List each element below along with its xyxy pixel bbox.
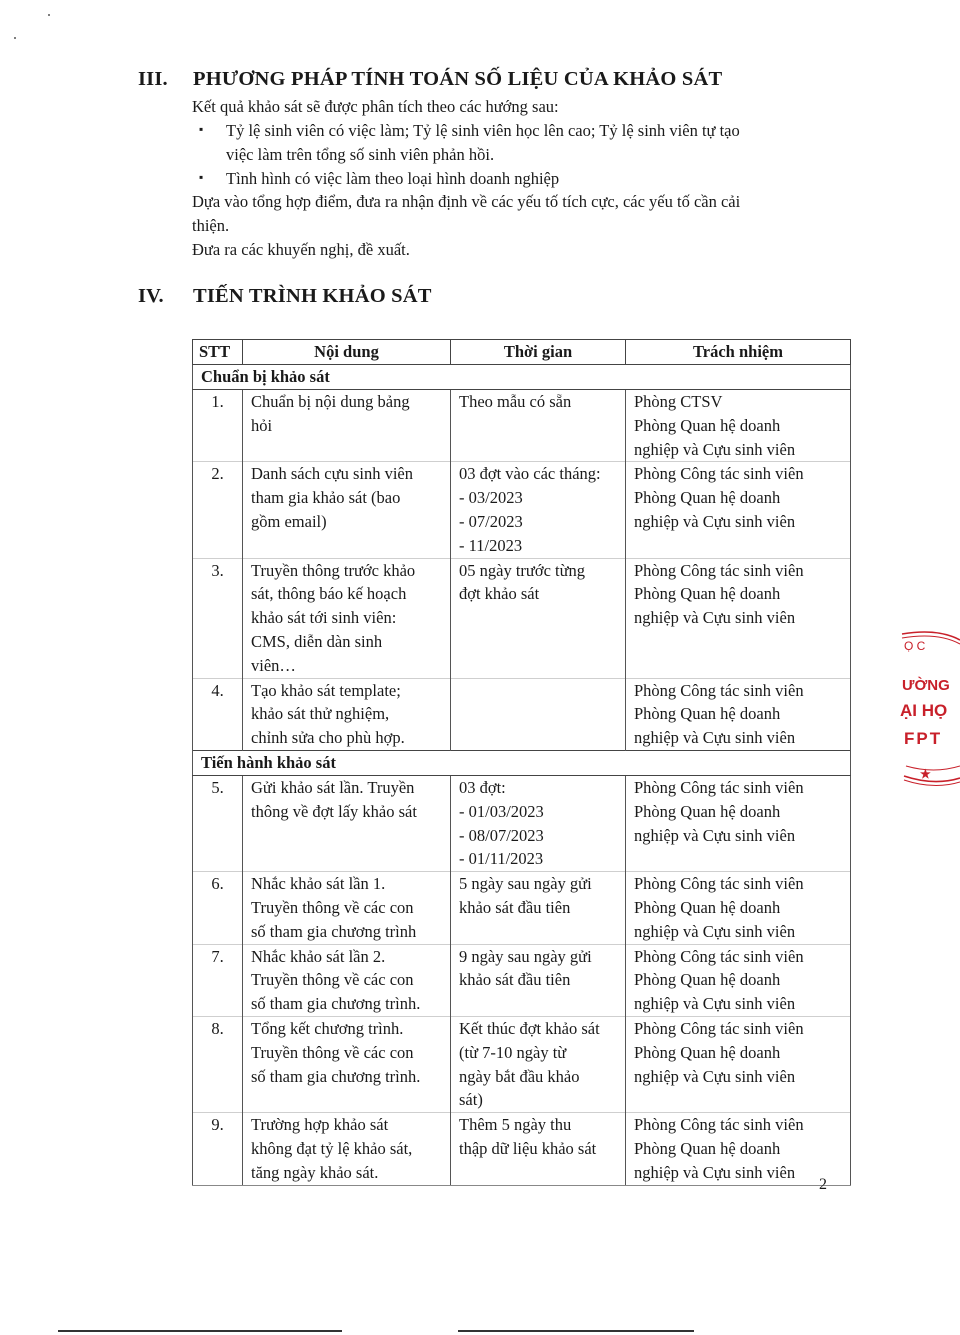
section-3-intro: Kết quả khảo sát sẽ được phân tích theo các hướng sau:	[192, 97, 559, 116]
row-stt: 5.	[193, 775, 243, 871]
row-content-line: chỉnh sửa cho phù hợp.	[251, 728, 405, 748]
row-time-line: đợt khảo sát	[459, 584, 540, 604]
section-4-title: TIẾN TRÌNH KHẢO SÁT	[193, 285, 432, 307]
row-responsibility-line: nghiệp và Cựu sinh viên	[634, 1066, 796, 1086]
row-time	[451, 944, 626, 1016]
row-stt: 1.	[193, 390, 243, 462]
row-content-line: số tham gia chương trình	[251, 921, 417, 941]
row-responsibility	[626, 872, 851, 944]
row-responsibility-line: Phòng Quan hệ doanh	[634, 970, 781, 990]
row-content	[243, 1016, 451, 1112]
row-content	[243, 390, 451, 462]
row-time-line: khảo sát đầu tiên	[459, 970, 571, 990]
row-time-line: 03 đợt:	[459, 777, 506, 797]
row-time	[451, 1016, 626, 1112]
row-responsibility-line: nghiệp và Cựu sinh viên	[634, 728, 796, 748]
row-responsibility-line: nghiệp và Cựu sinh viên	[634, 825, 796, 845]
row-stt: 9.	[193, 1113, 243, 1185]
row-time-line: - 01/11/2023	[459, 849, 544, 869]
row-responsibility	[626, 944, 851, 1016]
row-time	[451, 872, 626, 944]
row-content-line: Truyền thông về các con	[251, 970, 414, 990]
row-stt: 3.	[193, 558, 243, 678]
row-responsibility-line: nghiệp và Cựu sinh viên	[634, 1162, 796, 1182]
survey-process-table	[192, 339, 851, 1186]
row-content-line: hỏi	[251, 415, 273, 435]
header-time: Thời gian	[451, 340, 626, 365]
bullet-1-line-1: Tỷ lệ sinh viên có việc làm; Tỷ lệ sinh viên học lên cao; Tỷ lệ sinh viên tự tạo	[226, 121, 740, 140]
table-body	[193, 365, 851, 1186]
row-responsibility-line: Phòng Công tác sinh viên	[634, 1115, 804, 1135]
table-header-row	[193, 340, 851, 365]
row-responsibility-line: Phòng CTSV	[634, 392, 723, 411]
table-row	[193, 462, 851, 558]
paragraph-1-line-1: Dựa vào tổng hợp điểm, đưa ra nhận định về các yếu tố tích cực, các yếu tố cần cải	[192, 192, 741, 211]
row-responsibility-line: nghiệp và Cựu sinh viên	[634, 439, 796, 459]
seal-text-line-3: ẠI HỌ	[900, 701, 948, 720]
row-responsibility-line: nghiệp và Cựu sinh viên	[634, 921, 796, 941]
row-stt: 8.	[193, 1016, 243, 1112]
seal-text-line-1: Ọ C	[904, 639, 926, 653]
row-responsibility	[626, 462, 851, 558]
row-responsibility-line: Phòng Quan hệ doanh	[634, 415, 781, 435]
row-responsibility-line: nghiệp và Cựu sinh viên	[634, 994, 796, 1014]
table-row	[193, 1016, 851, 1112]
bullet-1-line-2: việc làm trên tổng số sinh viên phản hồi.	[226, 145, 495, 164]
table-group-row	[193, 750, 851, 775]
official-seal	[898, 628, 960, 793]
row-time-line: Theo mẫu có sẵn	[459, 392, 572, 411]
seal-graphic	[898, 628, 960, 793]
row-content-line: Nhắc khảo sát lần 2.	[251, 946, 386, 966]
row-content-line: Tổng kết chương trình.	[251, 1018, 404, 1038]
row-responsibility-line: Phòng Công tác sinh viên	[634, 560, 804, 580]
row-responsibility-line: nghiệp và Cựu sinh viên	[634, 511, 796, 531]
row-time-line: 9 ngày sau ngày gửi	[459, 946, 592, 966]
row-content-line: khảo sát thử nghiệm,	[251, 704, 390, 724]
row-stt: 7.	[193, 944, 243, 1016]
row-responsibility	[626, 1113, 851, 1185]
bullet-square-icon: ▪	[199, 122, 204, 136]
group-title: Chuẩn bị khảo sát	[193, 365, 851, 390]
row-content	[243, 775, 451, 871]
row-stt: 4.	[193, 678, 243, 750]
row-content-line: tham gia khảo sát (bao	[251, 488, 401, 508]
table-row	[193, 390, 851, 462]
row-content-line: gồm email)	[251, 511, 327, 531]
row-responsibility-line: Phòng Công tác sinh viên	[634, 946, 804, 966]
header-content: Nội dung	[243, 340, 451, 365]
row-time	[451, 1113, 626, 1185]
row-responsibility	[626, 390, 851, 462]
row-content-line: số tham gia chương trình.	[251, 994, 421, 1014]
row-time-line: - 01/03/2023	[459, 801, 544, 821]
row-content	[243, 1113, 451, 1185]
row-content-line: sát, thông báo kế hoạch	[251, 584, 407, 604]
row-time-line: - 08/07/2023	[459, 825, 544, 845]
row-responsibility-line: Phòng Quan hệ doanh	[634, 704, 781, 724]
row-responsibility-line: Phòng Quan hệ doanh	[634, 584, 781, 604]
table-row	[193, 558, 851, 678]
scan-speck	[48, 14, 50, 16]
seal-text-line-4: FPT	[904, 729, 943, 748]
row-responsibility-line: Phòng Quan hệ doanh	[634, 1138, 781, 1158]
row-time-line: khảo sát đầu tiên	[459, 897, 571, 917]
row-responsibility-line: Phòng Công tác sinh viên	[634, 777, 804, 797]
page-number: 2	[819, 1176, 827, 1193]
row-time-line: (từ 7-10 ngày từ	[459, 1042, 567, 1062]
seal-text-line-2: ƯỜNG	[902, 677, 950, 694]
row-content-line: tăng ngày khảo sát.	[251, 1162, 379, 1182]
row-content	[243, 872, 451, 944]
row-responsibility	[626, 558, 851, 678]
row-responsibility-line: Phòng Công tác sinh viên	[634, 1018, 804, 1038]
row-time-line: 05 ngày trước từng	[459, 560, 586, 580]
row-responsibility-line: nghiệp và Cựu sinh viên	[634, 608, 796, 628]
table-group-row	[193, 365, 851, 390]
bullet-square-icon: ▪	[199, 170, 204, 184]
row-time-line: - 11/2023	[459, 535, 523, 555]
row-responsibility-line: Phòng Quan hệ doanh	[634, 1042, 781, 1062]
table-row	[193, 1113, 851, 1185]
row-stt: 6.	[193, 872, 243, 944]
row-time	[451, 775, 626, 871]
row-responsibility-line: Phòng Công tác sinh viên	[634, 874, 804, 894]
row-responsibility	[626, 678, 851, 750]
section-3-heading	[138, 68, 722, 91]
row-time-line: Kết thúc đợt khảo sát	[459, 1018, 600, 1038]
row-time-line: thập dữ liệu khảo sát	[459, 1138, 597, 1158]
row-content	[243, 558, 451, 678]
row-responsibility-line: Phòng Quan hệ doanh	[634, 488, 781, 508]
row-time	[451, 678, 626, 750]
row-content-line: Chuẩn bị nội dung bảng	[251, 392, 410, 411]
row-responsibility-line: Phòng Quan hệ doanh	[634, 897, 781, 917]
row-time-line: sát)	[459, 1090, 483, 1110]
row-responsibility	[626, 775, 851, 871]
table-row	[193, 678, 851, 750]
table-row	[193, 944, 851, 1016]
row-content-line: không đạt tỷ lệ khảo sát,	[251, 1138, 413, 1158]
footer-rule-left	[58, 1330, 342, 1332]
row-content-line: Tạo khảo sát template;	[251, 680, 401, 700]
seal-star-icon: ★	[920, 767, 931, 781]
section-3-number: III.	[138, 68, 168, 90]
row-responsibility-line: Phòng Công tác sinh viên	[634, 680, 804, 700]
row-content-line: Nhắc khảo sát lần 1.	[251, 874, 386, 894]
row-content	[243, 678, 451, 750]
group-title: Tiến hành khảo sát	[193, 750, 851, 775]
row-content	[243, 944, 451, 1016]
row-content-line: Truyền thông về các con	[251, 897, 414, 917]
row-content-line: thông về đợt lấy khảo sát	[251, 801, 417, 821]
section-3-title: PHƯƠNG PHÁP TÍNH TOÁN SỐ LIỆU CỦA KHẢO SÁT	[193, 68, 723, 90]
row-content	[243, 462, 451, 558]
paragraph-2: Đưa ra các khuyến nghị, đề xuất.	[192, 240, 410, 259]
row-time-line: 5 ngày sau ngày gửi	[459, 874, 592, 894]
footer-rule-right	[458, 1330, 694, 1332]
row-content-line: Danh sách cựu sinh viên	[251, 464, 413, 484]
row-time-line: - 03/2023	[459, 488, 523, 508]
table-row	[193, 872, 851, 944]
row-stt: 2.	[193, 462, 243, 558]
row-time	[451, 462, 626, 558]
row-time-line: Thêm 5 ngày thu	[459, 1115, 572, 1135]
bullet-2-line-1: Tình hình có việc làm theo loại hình doanh nghiệp	[226, 169, 560, 188]
row-content-line: viên…	[251, 655, 296, 675]
header-stt: STT	[193, 340, 243, 365]
row-responsibility-line: Phòng Công tác sinh viên	[634, 464, 804, 484]
row-responsibility-line: Phòng Quan hệ doanh	[634, 801, 781, 821]
row-responsibility	[626, 1016, 851, 1112]
section-4-heading	[138, 285, 432, 308]
row-content-line: Truyền thông trước khảo	[251, 560, 416, 580]
paragraph-1-line-2: thiện.	[192, 216, 230, 235]
row-content-line: số tham gia chương trình.	[251, 1066, 421, 1086]
table-row	[193, 775, 851, 871]
row-content-line: Truyền thông về các con	[251, 1042, 414, 1062]
row-time	[451, 390, 626, 462]
row-time-line: ngày bắt đầu khảo	[459, 1066, 580, 1086]
row-content-line: khảo sát tới sinh viên:	[251, 608, 397, 628]
row-time-line: - 07/2023	[459, 511, 523, 531]
row-time	[451, 558, 626, 678]
row-content-line: CMS, diễn dàn sinh	[251, 631, 383, 651]
row-content-line: Gửi khảo sát lần. Truyền	[251, 777, 415, 797]
row-content-line: Trường hợp khảo sát	[251, 1115, 389, 1135]
header-responsibility: Trách nhiệm	[626, 340, 851, 365]
scan-speck	[14, 37, 16, 39]
section-4-number: IV.	[138, 285, 164, 307]
row-time-line: 03 đợt vào các tháng:	[459, 464, 601, 484]
